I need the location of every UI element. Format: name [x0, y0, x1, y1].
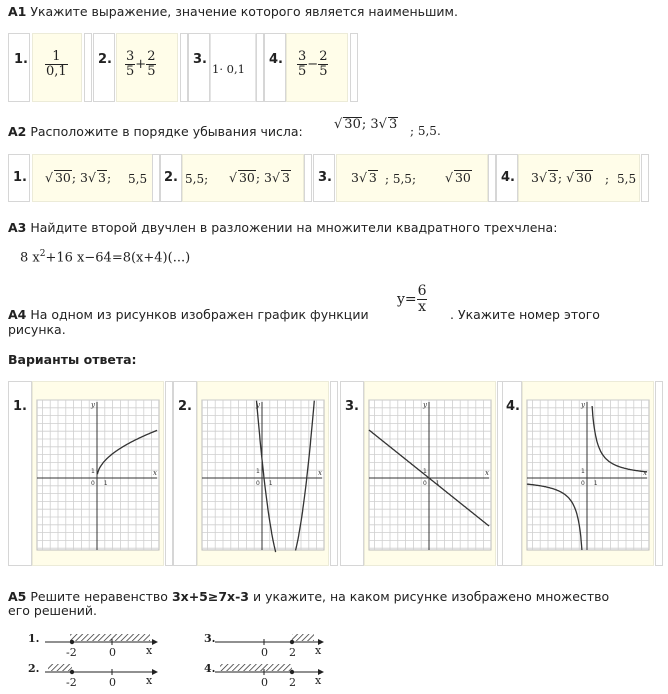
spacer [180, 33, 188, 102]
option-a2-1[interactable] [32, 154, 154, 202]
number-line-1[interactable] [45, 634, 158, 645]
spacer [84, 33, 92, 102]
question-number: A4 [8, 307, 27, 322]
option-a2-1-label-cell [8, 154, 30, 202]
number-lines [0, 620, 668, 694]
option-a1-1-label-cell [8, 33, 30, 102]
spacer [641, 154, 649, 202]
question-number: A3 [8, 220, 27, 235]
option-number: 3. [193, 52, 207, 67]
graph-3-label-cell [340, 381, 364, 566]
inequality: 3x+5≥7x-3 [171, 589, 249, 604]
question-text-line2: его решений. [8, 603, 98, 618]
question-a4 [8, 307, 369, 322]
question-number: A1 [8, 4, 27, 19]
option-a1-3[interactable] [210, 33, 256, 102]
tick-label-1x: 1 [435, 480, 440, 487]
option-a1-2-label-cell [93, 33, 115, 102]
arrow [152, 639, 158, 645]
option-number: 4. [269, 52, 283, 67]
graph-1-label-cell [8, 381, 32, 566]
expression: 3√ 3; √ 30 [531, 170, 592, 185]
origin-label: 0 [423, 480, 427, 487]
option-a2-4-label-cell [496, 154, 518, 202]
question-text: Решите неравенство [30, 589, 168, 604]
x-axis-label: x [318, 469, 322, 477]
graph-3-plot [365, 382, 495, 565]
tick-label-1x: 1 [103, 480, 108, 487]
spacer [152, 154, 160, 202]
graph-2[interactable] [197, 381, 329, 566]
axis-label: x [315, 674, 322, 687]
spacer [655, 381, 663, 566]
numbers-to-order: √ 30; 3√ 3 [334, 117, 398, 132]
spacer [350, 33, 358, 102]
question-text: На одном из рисунков изображен график функции [30, 307, 369, 322]
numbers-tail: ; 5,5. [410, 124, 441, 138]
question-a1 [8, 4, 458, 19]
expression: √ 30; 3√ 3 [229, 170, 290, 185]
function-formula: y= $\frac{6}{x}$ [397, 283, 427, 315]
graph-1[interactable] [32, 381, 164, 566]
option-a1-2[interactable] [116, 33, 178, 102]
tick-label-1: 1 [581, 468, 585, 476]
line-label: 1. [28, 632, 40, 645]
y-axis-label: y [91, 401, 95, 409]
option-number: 2. [98, 52, 112, 67]
tick-label-1: 1 [91, 468, 95, 476]
option-number: 2. [164, 170, 178, 185]
plot-area [369, 400, 491, 550]
tick-label: 0 [261, 676, 268, 689]
expression-root: √ 30 [445, 170, 471, 185]
number-line-2[interactable] [45, 664, 158, 675]
variants-heading: Варианты ответа: [8, 352, 137, 367]
option-number: 1. [13, 399, 27, 414]
expression: 1· 0,1 [212, 62, 245, 76]
tick-label-1: 1 [423, 468, 427, 476]
tick-label: 0 [109, 646, 116, 659]
axis-label: x [315, 644, 322, 657]
point [70, 640, 74, 644]
expression-last: 5,5 [128, 172, 148, 186]
arrow [152, 669, 158, 675]
x-axis-label: x [643, 469, 647, 477]
graph-4[interactable] [522, 381, 654, 566]
tick-label-1: 1 [256, 468, 260, 476]
expression-tail: ; [605, 172, 610, 186]
tick-label-1x: 1 [593, 480, 598, 487]
a3-expression: 8 $x^2+16$ x−64=8(x+4)(...) [20, 249, 191, 266]
axis-label: x [146, 674, 153, 687]
plot-area [527, 400, 649, 550]
graph-4-label-cell [502, 381, 522, 566]
question-text: Укажите выражение, значение которого является наименьшим. [30, 4, 458, 19]
fraction: $\frac{1}{0,1}$ [46, 49, 67, 79]
expression: 3√ 3 [351, 170, 377, 185]
option-a2-2-label-cell [160, 154, 182, 202]
tick-label-1x: 1 [268, 480, 273, 487]
graph-2-label-cell [173, 381, 197, 566]
origin-label: 0 [256, 480, 260, 487]
question-text-cont: и укажите, на каком рисунке изображено множество [252, 589, 610, 604]
question-a5 [8, 589, 609, 604]
y-axis-label: y [423, 401, 427, 409]
option-a2-2[interactable] [182, 154, 304, 202]
number-line-3[interactable] [215, 634, 324, 645]
axis-label: x [146, 644, 153, 657]
tick-label: -2 [66, 676, 77, 689]
point [290, 640, 294, 644]
spacer [165, 381, 173, 566]
x-axis-label: x [485, 469, 489, 477]
option-a2-4[interactable] [518, 154, 640, 202]
graph-1-plot [33, 382, 163, 565]
tick-label: 0 [109, 676, 116, 689]
question-text-cont2: рисунка. [8, 322, 66, 337]
option-number: 2. [178, 399, 192, 414]
option-a1-1[interactable] [32, 33, 82, 102]
question-text: Найдите второй двучлен в разложении на множители квадратного трехчлена: [30, 220, 558, 235]
question-number: A5 [8, 589, 27, 604]
point [290, 670, 294, 674]
option-number: 3. [345, 399, 359, 414]
expression: $\frac{3}{5}$ + $\frac{2}{5}$ [126, 49, 156, 79]
graph-2-plot [198, 382, 328, 565]
option-number: 4. [501, 170, 515, 185]
spacer [256, 33, 264, 102]
origin-label: 0 [581, 480, 585, 487]
question-text-cont: . Укажите номер этого [450, 307, 600, 322]
question-text: Расположите в порядке убывания числа: [30, 124, 303, 139]
option-a2-3[interactable] [336, 154, 488, 202]
question-a2 [8, 124, 303, 139]
line-label: 3. [204, 632, 216, 645]
option-a1-3-label-cell [188, 33, 210, 102]
y-axis-label: y [581, 401, 585, 409]
spacer [304, 154, 312, 202]
expression-mid: ; 5,5; [385, 172, 416, 186]
option-a1-4[interactable] [286, 33, 348, 102]
number-line-4[interactable] [215, 664, 324, 675]
line-label: 2. [28, 662, 40, 675]
graph-4-plot [523, 382, 653, 565]
expression: √ 30; 3√ 3; [45, 170, 112, 185]
line-label: 4. [204, 662, 216, 675]
x-axis-label: x [153, 469, 157, 477]
tick-label: 2 [289, 676, 296, 689]
option-number: 4. [506, 399, 520, 414]
plot-area [202, 400, 324, 550]
hatch [292, 634, 314, 641]
option-number: 1. [13, 170, 27, 185]
plot-area [37, 400, 159, 550]
spacer [330, 381, 338, 566]
origin-label: 0 [91, 480, 95, 487]
expression-head: 5,5; [185, 172, 209, 186]
option-a2-3-label-cell [313, 154, 335, 202]
y-axis-label: y [256, 401, 260, 409]
hatch [48, 664, 72, 671]
question-a3 [8, 220, 557, 235]
graph-3[interactable] [364, 381, 496, 566]
option-number: 1. [14, 52, 28, 67]
question-number: A2 [8, 124, 27, 139]
expression-last: 5,5 [617, 172, 637, 186]
spacer [488, 154, 496, 202]
tick-label: 0 [261, 646, 268, 659]
option-number: 3. [318, 170, 332, 185]
expression: $\frac{3}{5}$ − $\frac{2}{5}$ [298, 49, 328, 79]
hatch [220, 664, 292, 671]
tick-label: 2 [289, 646, 296, 659]
tick-label: -2 [66, 646, 77, 659]
option-a1-4-label-cell [264, 33, 286, 102]
point [70, 670, 74, 674]
hatch [70, 634, 150, 641]
